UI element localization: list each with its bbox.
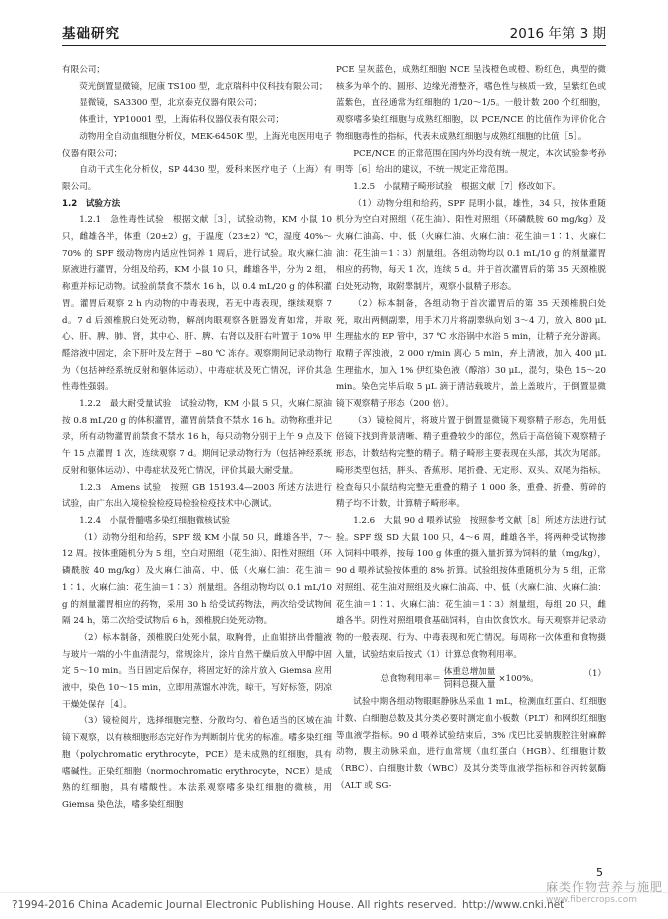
- continued-paragraph: PCE 呈灰蓝色，成熟红细胞 NCE 呈浅橙色或橙、粉红色，典型的微核多为单个的、圆形、边缘光滑整齐，嗜色性与核质一致，呈紫红色或蓝紫色，直径通常为红细胞的 1/20～1/5。一般计数 200 个红细胞，观察嗜多染红细胞与成熟红细胞，以 PCE/NCE 的比值作为评价化合物细胞毒性的指标，代表未成熟红细胞与成熟红细胞的比值［5］。: [336, 65, 606, 142]
- body-paragraph: 自动干式生化分析仪，SP 4430 型，爱科来医疗电子（上海）有限公司。: [62, 165, 332, 192]
- formula-lhs: 总食物利用率＝: [380, 674, 441, 685]
- body-paragraph: 显微镜，SA3300 型，北京泰克仪器有限公司；: [79, 98, 262, 109]
- equation-number: （1）: [583, 669, 606, 680]
- body-paragraph: （3）镜检阅片，选择细胞完整、分散均匀、着色适当的区域在油镜下观察，以有核细胞形态完好作为判断制片优劣的标准。嗜多染红细胞（polychromatic erythrocyte，PCE）是未成熟的红细胞，具有嗜碱性。正染红细胞（normochromatic erythrocyte，NCE）是成熟的红细胞，具有嗜酸性。本法系观察嗜多染红细胞的微核，用 Giemsa 染色法，嗜多染红细胞: [62, 716, 332, 810]
- watermark-cn: 麻类作物营养与施肥: [546, 880, 664, 894]
- body-paragraph: 1.2.1 急性毒性试验 根据文献［3］，试验动物，KM 小鼠 10 只，雌雄各半，体重（20±2）g，于温度（23±2）℃，湿度 40%～70% 的 SPF 级动物房内适应性饲养 1 周后，进行试验。取火麻仁油原液进行灌胃，分组及给药，KM 小鼠 10 只，雌雄各半，分为 2 组，称重并标记动物。试验前禁食不禁水 16 h，以 0.4 mL/20 g 的体积灌胃。灌胃后观察 2 h 内动物的中毒表现，若无中毒表现，继续观察 7 d。7 d 后颈椎脱臼处死动物，解剖肉眼观察各脏器发育如常，并取心、肝、脾、肺、肾，其中心、肝、脾、右肾以及肝右叶置于 10% 甲醛溶液中固定，余下肝叶及左肾于 −80 ℃ 冻存。观察期间记录动物行为（包括神经系统反射和躯体运动）、中毒症状及死亡情况，评价其急性毒性强弱。: [62, 215, 332, 393]
- body-paragraph: 动物用全自动血细胞分析仪，MEK-6450K 型，上海光电医用电子仪器有限公司；: [62, 131, 332, 159]
- journal-section-title: 基础研究: [62, 26, 120, 42]
- left-column: [62, 62, 332, 814]
- right-column: [336, 62, 606, 795]
- watermark-en: www.fibercrops.com: [546, 895, 637, 905]
- body-paragraph: （1）动物分组和给药，SPF 昆明小鼠，雄性，34 只，按体重随机分为空白对照组（花生油）、阳性对照组（环磷酰胺 60 mg/kg）及火麻仁油高、中、低（火麻仁油、火麻仁油：花生油＝1∶1、火麻仁油：花生油＝1∶3）剂量组。各组动物均以 0.1 mL/10 g 的剂量灌胃相应的药物，每天 1 次，连续 5 d。并于首次灌胃后的第 35 天颈椎脱臼处死动物，取附睾制片，观察小鼠精子形态。: [336, 198, 606, 293]
- header-rule: [62, 45, 606, 46]
- issue-label: 2016 年第 3 期: [509, 26, 606, 42]
- body-paragraph: （3）镜检阅片，将玻片置于倒置显微镜下观察精子形态，先用低倍镜下找到背景清晰、精子重叠较少的部位，然后于高倍镜下观察精子形态，计数结构完整的精子。精子畸形主要表现在头部，其次为尾部。畸形类型包括，胖头、香蕉形、尾折叠、无定形、双头、双尾为指标。检查每只小鼠结构完整无重叠的精子 1 000 条，重叠、折叠、剪碎的精子均不计数，计算精子畸形率。: [336, 415, 606, 510]
- body-paragraph: 1.2.3 Amens 试验 按照 GB 15193.4—2003 所述方法进行试验，由广东出入境检验检疫局检验检疫技术中心测试。: [62, 482, 332, 510]
- site-watermark: [546, 878, 664, 916]
- body-paragraph: 荧光倒置显微镜，尼康 TS100 型，北京瑞科中仪科技有限公司；: [79, 81, 328, 92]
- continued-paragraph: 有限公司；: [62, 65, 105, 75]
- formula-denominator: 饲料总摄入量: [443, 680, 496, 691]
- formula-rhs: ×100%。: [498, 674, 539, 685]
- body-paragraph: （1）动物分组和给药，SPF 级 KM 小鼠 50 只，雌雄各半，7～12 周。按体重随机分为 5 组，空白对照组（花生油）、阳性对照组（环磷酰胺 40 mg/kg）及火麻仁油高、中、低（火麻仁油：花生油＝1∶1、火麻仁油：花生油＝1∶3）剂量组。各组动物均以 0.1 mL/10 g 的剂量灌胃相应的药物，采用 30 h 给受试药物法，两次给受试物间隔 24 h，第二次给受试物后 6 h，颈椎脱臼处死动物。: [62, 532, 332, 627]
- copyright-text: ?1994-2016 China Academic Journal Electronic Publishing House. All rights reserved.: [12, 899, 457, 911]
- body-paragraph: 试验中期各组动物眼眶静脉丛采血 1 mL，检测血红蛋白、红细胞计数、白细胞总数及其分类必要时测定血小板数（PLT）和网织红细胞等血液学指标。90 d 喂养试验结束后，3% 戊巴比妥钠腹腔注射麻醉动物，腹主动脉采血，进行血常规（血红蛋白（HGB）、红细胞计数（RBC）、白细胞计数（WBC）及其分类等血液学指标和谷丙转氨酶（ALT 或 SG-: [336, 697, 606, 791]
- body-paragraph: 1.2.4 小鼠骨髓嗜多染红细胞微核试验: [79, 515, 230, 526]
- body-paragraph: 体重计，YP10001 型，上海佑科仪器仪表有限公司；: [79, 115, 284, 126]
- body-paragraph: 1.2.2 最大耐受量试验 试验动物，KM 小鼠 5 只，火麻仁原油按 0.8 mL/20 g 的体积灌胃，灌胃前禁食不禁水 16 h。动物称重并记录，所有动物灌胃前禁食不禁水 16 h，每只动物分别于上午 9 点及下午 15 点灌胃 1 次，连续观察 7 d。期间记录动物行为（包括神经系统反射和躯体运动）、中毒症状及死亡情况，评价其最大耐受量。: [62, 399, 332, 476]
- body-paragraph: PCE/NCE 的正常范围在国内外均没有统一规定，本次试验参考孙明等［6］给出的建议，不统一规定正常范围。: [336, 148, 606, 176]
- section-heading: 1.2 试验方法: [62, 198, 121, 209]
- formula-1: [336, 666, 606, 691]
- formula-numerator: 体重总增加量: [443, 667, 496, 678]
- body-paragraph: 1.2.5 小鼠精子畸形试验 根据文献［7］修改如下。: [353, 181, 561, 192]
- body-paragraph: 1.2.6 大鼠 90 d 喂养试验 按照参考文献［8］所述方法进行试验。SPF 级 SD 大鼠 100 只，4～6 周，雌雄各半，将两种受试物掺入饲料中喂养，按每 100 g 体重的摄入量折算为饲料的量（mg/kg），90 d 喂养试验按体重的 8% 折算。试验组按体重随机分为 5 组，正常对照组、花生油对照组及火麻仁油高、中、低（火麻仁油、火麻仁油：花生油＝1∶1、火麻仁油：花生油＝1∶3）剂量组，每组 20 只，雌雄各半。阴性对照组喂食基础饲料，自由饮食饮水。每天观察并记录动物的一般表现、行为、中毒表现和死亡情况。每周称一次体重和食物摄入量，试验结束后按式（1）计算总食物利用率。: [336, 515, 606, 660]
- page-number: 5: [596, 866, 603, 879]
- body-paragraph: （2）标本制备，各组动物于首次灌胃后的第 35 天颈椎脱臼处死，取出两侧副睾，用手术刀片将副睾纵向划 3～4 刀，放入 800 μL 生理盐水的 EP 管中，37 ℃ 水浴锅中水浴 5 min，让精子充分游离。取精子浑浊液，2 000 r/min 离心 5 min，弃上清液，加入 400 μL 生理盐水，加入 1% 伊红染色液（醇溶）30 μL，混匀，染色 15～20 min。染色完毕后取 5 μL 滴于清洁载玻片，盖上盖玻片，于倒置显微镜下观察精子形态（200 倍）。: [336, 298, 606, 410]
- formula-fraction: [444, 666, 496, 691]
- cnki-link[interactable]: http://www.cnki.net: [462, 899, 565, 911]
- page-header: [62, 18, 606, 48]
- body-paragraph: （2）标本制备，颈椎脱臼处死小鼠，取胸骨，止血钳挤出骨髓液与玻片一端的小牛血清混匀，常规涂片，涂片自然干燥后放入甲醇中固定 5～10 min。当日固定后保存，将固定好的涂片放入 Giemsa 应用液中，染色 10～15 min，立即用蒸馏水冲洗，晾干，写好标签，阴凉干燥处保存［4］。: [62, 632, 332, 710]
